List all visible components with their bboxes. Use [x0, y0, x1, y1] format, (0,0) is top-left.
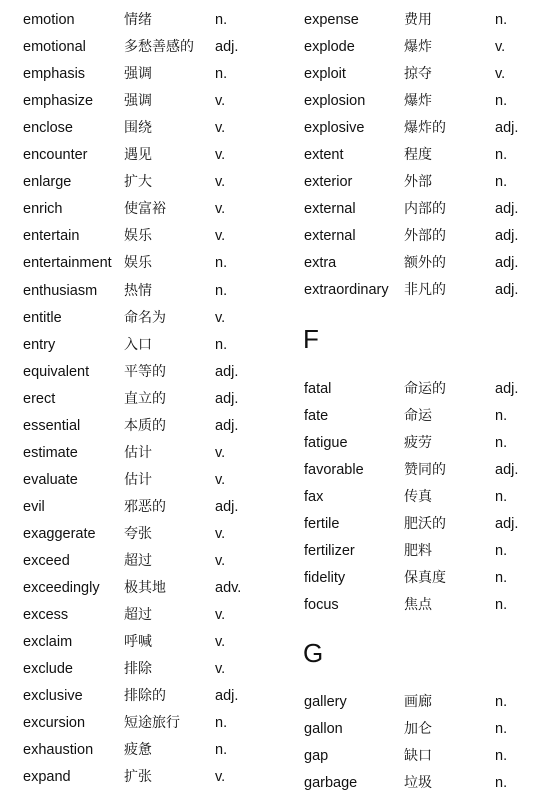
vocab-meaning: 平等的: [124, 363, 166, 380]
vocab-row: [281, 8, 558, 32]
vocab-word: entitle: [23, 309, 62, 326]
vocab-row: [281, 690, 558, 714]
vocab-part-of-speech: n.: [495, 408, 508, 424]
vocab-word: emotional: [23, 39, 86, 56]
vocab-meaning: 外部: [404, 174, 432, 190]
vocab-word: exaggerate: [23, 525, 96, 542]
vocab-part-of-speech: v.: [215, 607, 226, 624]
vocab-meaning: 排除: [124, 661, 152, 678]
vocab-part-of-speech: v.: [495, 39, 506, 55]
vocab-row: [0, 684, 279, 708]
vocab-part-of-speech: n.: [495, 147, 508, 163]
vocab-row: [281, 539, 558, 563]
vocab-meaning: 扩张: [124, 769, 152, 786]
vocab-word: gap: [304, 748, 329, 764]
vocab-row: [0, 62, 279, 86]
vocab-row: [0, 711, 279, 735]
vocab-part-of-speech: v.: [215, 553, 226, 569]
vocab-row: [281, 197, 558, 221]
vocab-row: [281, 35, 558, 59]
vocab-meaning: 围绕: [124, 120, 152, 137]
vocab-part-of-speech: v.: [215, 634, 226, 651]
vocab-word: fertile: [304, 516, 340, 532]
vocab-meaning: 夸张: [124, 525, 152, 542]
vocab-meaning: 排除的: [124, 688, 166, 705]
vocab-row: [0, 8, 279, 32]
vocab-part-of-speech: n.: [215, 12, 228, 28]
vocab-meaning: 遇见: [124, 147, 152, 164]
vocab-part-of-speech: n.: [495, 775, 508, 791]
vocab-word: excess: [23, 607, 69, 624]
vocab-part-of-speech: v.: [215, 525, 226, 542]
vocab-word: exterior: [304, 174, 353, 190]
vocab-row: [0, 522, 279, 546]
vocab-word: entertainment: [23, 255, 112, 272]
vocab-row: [0, 495, 279, 519]
vocab-part-of-speech: v.: [215, 120, 226, 137]
vocab-word: evaluate: [23, 471, 78, 488]
vocab-part-of-speech: adv.: [215, 580, 242, 597]
vocab-word: excursion: [23, 715, 86, 732]
vocab-row: [0, 603, 279, 627]
vocab-meaning: 爆炸的: [404, 120, 446, 136]
vocab-part-of-speech: v.: [215, 93, 226, 110]
vocab-part-of-speech: n.: [495, 12, 508, 28]
vocab-row: [0, 35, 279, 59]
vocab-meaning: 短途旅行: [124, 715, 180, 732]
vocab-word: enrich: [23, 201, 63, 218]
vocab-meaning: 强调: [124, 93, 152, 110]
vocab-part-of-speech: v.: [215, 147, 226, 164]
vocab-row: [281, 170, 558, 194]
vocab-row: [0, 279, 279, 303]
vocab-meaning: 爆炸: [404, 39, 432, 55]
vocab-part-of-speech: adj.: [215, 498, 239, 515]
vocab-part-of-speech: n.: [215, 282, 228, 299]
vocab-meaning: 强调: [124, 66, 152, 83]
vocab-part-of-speech: adj.: [495, 120, 519, 136]
vocab-word: extra: [304, 255, 337, 271]
vocab-row: [281, 431, 558, 455]
vocab-meaning: 传真: [404, 489, 432, 505]
vocab-row: [0, 116, 279, 140]
vocab-meaning: 掠夺: [404, 66, 432, 82]
vocab-meaning: 焦点: [404, 597, 432, 613]
vocab-meaning: 画廊: [404, 694, 432, 710]
vocab-meaning: 肥料: [404, 543, 432, 559]
vocab-meaning: 爆炸: [404, 93, 432, 109]
vocab-meaning: 费用: [404, 12, 432, 28]
vocab-part-of-speech: v.: [215, 174, 226, 191]
vocab-part-of-speech: v.: [215, 769, 226, 786]
vocab-part-of-speech: n.: [215, 255, 228, 272]
vocab-part-of-speech: adj.: [495, 516, 519, 532]
vocab-meaning: 邪恶的: [124, 498, 166, 515]
vocab-word: explosion: [304, 93, 366, 109]
vocab-meaning: 垃圾: [404, 775, 432, 791]
vocab-meaning: 入口: [124, 336, 152, 353]
vocab-word: expand: [23, 769, 71, 786]
vocab-word: extent: [304, 147, 344, 163]
vocab-word: explode: [304, 39, 355, 55]
vocab-row: [281, 62, 558, 86]
vocab-part-of-speech: n.: [495, 543, 508, 559]
vocab-word: gallery: [304, 694, 347, 710]
vocab-row: [0, 143, 279, 167]
vocab-word: favorable: [304, 462, 364, 478]
vocab-part-of-speech: adj.: [215, 390, 239, 407]
vocab-row: [281, 485, 558, 509]
vocab-meaning: 热情: [124, 282, 152, 299]
vocab-word: garbage: [304, 775, 358, 791]
vocab-row: [0, 224, 279, 248]
vocab-word: essential: [23, 417, 81, 434]
vocab-meaning: 超过: [124, 553, 152, 569]
vocab-word: estimate: [23, 444, 78, 461]
vocab-part-of-speech: v.: [215, 471, 226, 488]
vocab-row: [281, 717, 558, 741]
vocab-row: [0, 89, 279, 113]
vocab-part-of-speech: adj.: [495, 228, 519, 244]
vocab-meaning: 超过: [124, 607, 152, 624]
vocab-part-of-speech: n.: [495, 721, 508, 737]
vocab-word: exhaustion: [23, 742, 94, 759]
vocab-word: enlarge: [23, 174, 72, 191]
vocab-meaning: 情绪: [124, 12, 152, 28]
vocab-part-of-speech: n.: [215, 742, 228, 759]
vocab-meaning: 命名为: [124, 309, 166, 326]
vocab-word: entertain: [23, 228, 80, 245]
vocab-row: [281, 458, 558, 482]
vocab-part-of-speech: n.: [215, 66, 228, 83]
vocab-part-of-speech: v.: [215, 444, 226, 461]
vocab-row: [0, 333, 279, 357]
vocab-word: entry: [23, 336, 56, 353]
vocab-meaning: 估计: [124, 444, 152, 461]
vocab-row: [281, 251, 558, 275]
vocab-part-of-speech: n.: [495, 748, 508, 764]
vocab-row: [281, 404, 558, 428]
vocab-row: [281, 116, 558, 140]
vocab-meaning: 加仑: [404, 721, 432, 737]
vocab-row: [0, 441, 279, 465]
vocab-word: exploit: [304, 66, 346, 82]
vocab-word: fatal: [304, 381, 332, 397]
vocab-part-of-speech: v.: [215, 309, 226, 326]
vocab-meaning: 直立的: [124, 390, 166, 407]
vocab-part-of-speech: n.: [495, 597, 508, 613]
vocab-word: gallon: [304, 721, 343, 737]
section-heading-g: G: [303, 638, 324, 668]
vocab-row: [281, 593, 558, 617]
vocab-meaning: 命运: [404, 408, 432, 424]
vocab-row: [0, 251, 279, 275]
vocab-row: [0, 657, 279, 681]
vocab-part-of-speech: adj.: [495, 255, 519, 271]
vocab-part-of-speech: v.: [215, 661, 226, 678]
vocab-word: evil: [23, 498, 45, 515]
vocab-row: [0, 306, 279, 330]
vocab-meaning: 本质的: [124, 417, 166, 434]
vocab-row: [281, 377, 558, 401]
vocab-meaning: 呼喊: [124, 634, 152, 651]
vocab-meaning: 外部的: [404, 228, 446, 244]
vocab-meaning: 保真度: [404, 570, 446, 586]
vocab-meaning: 极其地: [124, 580, 166, 597]
vocab-part-of-speech: adj.: [215, 417, 239, 434]
vocab-word: fidelity: [304, 570, 346, 586]
vocab-row: [281, 143, 558, 167]
vocab-word: fax: [304, 489, 324, 505]
vocab-word: expense: [304, 12, 359, 28]
vocab-word: emphasize: [23, 93, 94, 110]
vocab-part-of-speech: v.: [215, 201, 226, 218]
vocab-meaning: 疲劳: [404, 435, 432, 451]
section-heading-f: F: [303, 324, 319, 354]
vocab-part-of-speech: n.: [495, 570, 508, 586]
vocab-row: [0, 549, 279, 573]
vocab-row: [281, 89, 558, 113]
vocab-part-of-speech: adj.: [215, 363, 239, 380]
vocab-part-of-speech: adj.: [215, 39, 239, 56]
vocab-word: extraordinary: [304, 282, 389, 298]
vocab-part-of-speech: adj.: [215, 688, 239, 705]
vocab-word: fatigue: [304, 435, 348, 451]
vocab-word: exceed: [23, 553, 70, 569]
vocab-part-of-speech: v.: [495, 66, 506, 82]
vocab-meaning: 肥沃的: [404, 516, 446, 532]
vocab-word: external: [304, 228, 356, 244]
vocab-row: [281, 771, 558, 795]
vocab-meaning: 命运的: [404, 381, 446, 397]
vocab-row: [281, 512, 558, 536]
vocab-word: erect: [23, 390, 56, 407]
vocab-part-of-speech: adj.: [495, 282, 519, 298]
vocab-row: [0, 360, 279, 384]
vocab-word: enclose: [23, 120, 73, 137]
vocab-word: enthusiasm: [23, 282, 98, 299]
vocab-word: exceedingly: [23, 580, 100, 597]
vocab-row: [0, 197, 279, 221]
vocab-row: [281, 224, 558, 248]
vocab-part-of-speech: n.: [495, 694, 508, 710]
vocab-meaning: 非凡的: [404, 282, 446, 298]
vocab-row: [281, 278, 558, 302]
vocab-part-of-speech: n.: [495, 489, 508, 505]
vocab-row: [0, 576, 279, 600]
vocab-meaning: 额外的: [404, 255, 446, 271]
vocab-meaning: 使富裕: [124, 201, 166, 218]
vocab-word: exclaim: [23, 634, 73, 651]
vocab-part-of-speech: n.: [215, 336, 228, 353]
vocab-word: explosive: [304, 120, 365, 136]
vocab-row: [0, 387, 279, 411]
vocab-word: encounter: [23, 147, 88, 164]
vocab-row: [0, 414, 279, 438]
vocab-part-of-speech: adj.: [495, 201, 519, 217]
vocab-row: [0, 630, 279, 654]
vocab-word: emotion: [23, 12, 75, 28]
vocab-part-of-speech: v.: [215, 228, 226, 245]
vocab-row: [0, 765, 279, 789]
vocab-row: [0, 170, 279, 194]
vocab-meaning: 内部的: [404, 201, 446, 217]
vocab-meaning: 赞同的: [404, 462, 446, 478]
vocab-row: [0, 738, 279, 762]
vocab-part-of-speech: n.: [495, 93, 508, 109]
vocab-meaning: 程度: [404, 147, 432, 163]
vocab-part-of-speech: n.: [495, 174, 508, 190]
vocab-meaning: 缺口: [404, 748, 432, 764]
vocab-part-of-speech: n.: [215, 715, 228, 732]
vocab-row: [281, 744, 558, 768]
vocab-meaning: 多愁善感的: [124, 39, 194, 56]
vocab-part-of-speech: adj.: [495, 381, 519, 397]
vocab-meaning: 扩大: [124, 174, 152, 191]
vocab-word: fertilizer: [304, 543, 355, 559]
vocab-meaning: 娱乐: [124, 255, 152, 272]
vocab-part-of-speech: n.: [495, 435, 508, 451]
vocab-meaning: 估计: [124, 471, 152, 488]
vocab-word: equivalent: [23, 363, 90, 380]
vocab-word: external: [304, 201, 356, 217]
vocab-word: fate: [304, 408, 329, 424]
vocab-meaning: 疲惫: [124, 742, 152, 759]
vocab-row: [0, 468, 279, 492]
vocab-word: exclusive: [23, 688, 83, 705]
vocab-word: exclude: [23, 661, 73, 678]
vocab-part-of-speech: adj.: [495, 462, 519, 478]
vocab-word: focus: [304, 597, 339, 613]
vocab-row: [281, 566, 558, 590]
vocab-word: emphasis: [23, 66, 86, 83]
vocab-meaning: 娱乐: [124, 228, 152, 245]
